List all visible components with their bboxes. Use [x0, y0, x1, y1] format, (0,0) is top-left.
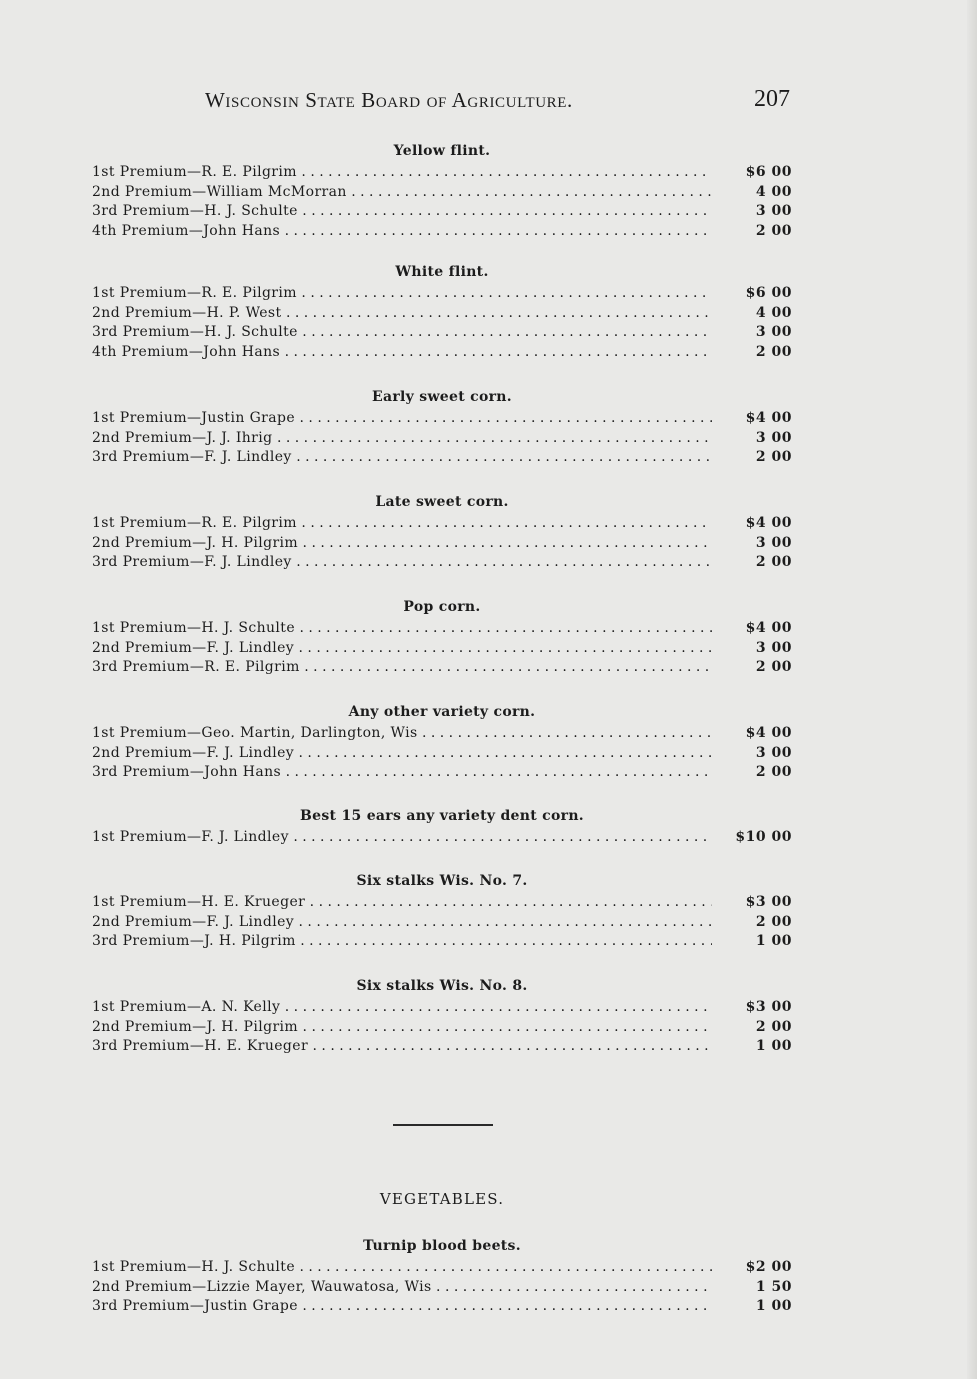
premium-amount: $3 00 — [745, 894, 792, 910]
premium-row — [92, 1037, 792, 1057]
premium-entry: 2nd Premium—F. J. Lindley . . . — [92, 913, 712, 933]
premium-entry: 3rd Premium—John Hans . . . — [92, 763, 712, 783]
premium-row — [92, 639, 792, 659]
premium-entry: 3rd Premium—F. J. Lindley . . . — [92, 553, 712, 573]
premium-row — [92, 183, 792, 203]
premium-row — [92, 724, 792, 744]
premium-entry: 2nd Premium—J. J. Ihrig . . . — [92, 429, 712, 449]
premium-entry: 1st Premium—Geo. Martin, Darlington, Wis . . . — [92, 724, 712, 744]
premium-entry: 2nd Premium—F. J. Lindley . . . — [92, 639, 712, 659]
premium-row — [92, 658, 792, 678]
premium-entry: 3rd Premium—H. J. Schulte . . . — [92, 202, 712, 222]
premium-amount: 3 00 — [755, 429, 792, 446]
premium-row — [92, 1018, 792, 1038]
section-title: Late sweet corn. — [375, 494, 509, 510]
page-number: 207 — [754, 86, 790, 112]
premium-amount: 2 00 — [755, 1018, 792, 1035]
premium-amount: 1 50 — [755, 1278, 792, 1295]
premium-entry: 2nd Premium—H. P. West . . . — [92, 304, 712, 324]
running-head — [205, 86, 790, 116]
premium-entry: 4th Premium—John Hans . . . — [92, 343, 712, 363]
premium-row — [92, 619, 792, 639]
premium-entry: 3rd Premium—Justin Grape . . . — [92, 1297, 712, 1317]
premium-amount: $6 00 — [745, 164, 792, 180]
premium-section-turnip-blood-beets — [92, 1237, 792, 1317]
premium-amount: $4 00 — [745, 620, 792, 636]
premium-entry: 2nd Premium—F. J. Lindley . . . — [92, 744, 712, 764]
premium-row — [92, 932, 792, 952]
premium-row — [92, 202, 792, 222]
premium-section-pop-corn — [92, 598, 792, 678]
premium-section-six-stalks-no-7 — [92, 872, 792, 952]
premium-row — [92, 1278, 792, 1298]
premium-entry: 1st Premium—R. E. Pilgrim . . . — [92, 284, 712, 304]
premium-entry: 1st Premium—A. N. Kelly . . . — [92, 998, 712, 1018]
premium-amount: 3 00 — [755, 203, 792, 220]
section-title: Best 15 ears any variety dent corn. — [300, 808, 584, 824]
premium-amount: $3 00 — [745, 999, 792, 1015]
premium-entry: 2nd Premium—J. H. Pilgrim . . . — [92, 1018, 712, 1038]
section-title: Six stalks Wis. No. 8. — [356, 978, 528, 994]
premium-amount: 2 00 — [755, 659, 792, 676]
premium-amount: 2 00 — [755, 554, 792, 571]
premium-row — [92, 998, 792, 1018]
premium-row — [92, 1258, 792, 1278]
premium-amount: $4 00 — [745, 725, 792, 741]
premium-row — [92, 323, 792, 343]
premium-entry: 1st Premium—H. E. Krueger . . . — [92, 893, 712, 913]
premium-row — [92, 553, 792, 573]
premium-row — [92, 514, 792, 534]
running-title: Wisconsin State Board of Agriculture. — [205, 88, 573, 112]
premium-amount: 2 00 — [755, 913, 792, 930]
premium-row — [92, 1297, 792, 1317]
section-title: Yellow flint. — [393, 143, 491, 159]
premium-section-white-flint — [92, 263, 792, 362]
premium-entry: 3rd Premium—R. E. Pilgrim . . . — [92, 658, 712, 678]
premium-section-best-15-ears — [92, 807, 792, 848]
premium-entry: 2nd Premium—J. H. Pilgrim . . . — [92, 534, 712, 554]
premium-row — [92, 534, 792, 554]
premium-amount: 3 00 — [755, 744, 792, 761]
section-title: Early sweet corn. — [372, 389, 512, 405]
premium-amount: $2 00 — [745, 1259, 792, 1275]
premium-entry: 3rd Premium—H. E. Krueger . . . — [92, 1037, 712, 1057]
section-title: Six stalks Wis. No. 7. — [356, 873, 528, 889]
section-title: Turnip blood beets. — [363, 1238, 521, 1254]
premium-amount: 2 00 — [755, 764, 792, 781]
premium-amount: 1 00 — [755, 933, 792, 950]
premium-amount: 1 00 — [755, 1298, 792, 1315]
premium-row — [92, 744, 792, 764]
premium-row — [92, 448, 792, 468]
premium-amount: $6 00 — [745, 285, 792, 301]
premium-entry: 1st Premium—H. J. Schulte . . . — [92, 619, 712, 639]
vegetables-heading: VEGETABLES. — [379, 1190, 505, 1208]
premium-row — [92, 913, 792, 933]
premium-row — [92, 828, 792, 848]
premium-amount: 2 00 — [755, 222, 792, 239]
premium-entry: 3rd Premium—H. J. Schulte . . . — [92, 323, 712, 343]
premium-section-six-stalks-no-8 — [92, 977, 792, 1057]
premium-row — [92, 343, 792, 363]
premium-row — [92, 163, 792, 183]
section-title: Pop corn. — [403, 599, 481, 615]
premium-amount: 4 00 — [755, 183, 792, 200]
page-edge-shadow — [967, 0, 977, 1379]
premium-entry: 1st Premium—Justin Grape . . . — [92, 409, 712, 429]
premium-row — [92, 763, 792, 783]
premium-amount: 1 00 — [755, 1038, 792, 1055]
premium-amount: $10 00 — [735, 829, 792, 845]
premium-amount: 2 00 — [755, 449, 792, 466]
premium-amount: $4 00 — [745, 515, 792, 531]
premium-row — [92, 222, 792, 242]
premium-entry: 2nd Premium—William McMorran . . . — [92, 183, 712, 203]
premium-entry: 4th Premium—John Hans . . . — [92, 222, 712, 242]
premium-section-early-sweet-corn — [92, 388, 792, 468]
premium-row — [92, 409, 792, 429]
premium-entry: 2nd Premium—Lizzie Mayer, Wauwatosa, Wis . . . — [92, 1278, 712, 1298]
premium-row — [92, 893, 792, 913]
premium-entry: 1st Premium—H. J. Schulte . . . — [92, 1258, 712, 1278]
premium-section-any-other-variety-corn — [92, 703, 792, 783]
premium-row — [92, 429, 792, 449]
premium-section-late-sweet-corn — [92, 493, 792, 573]
premium-amount: 2 00 — [755, 343, 792, 360]
premium-entry: 1st Premium—R. E. Pilgrim . . . — [92, 514, 712, 534]
section-title: Any other variety corn. — [348, 704, 536, 720]
section-title: White flint. — [395, 264, 489, 280]
premium-amount: 3 00 — [755, 534, 792, 551]
premium-amount: 3 00 — [755, 324, 792, 341]
premium-amount: $4 00 — [745, 410, 792, 426]
premium-amount: 3 00 — [755, 639, 792, 656]
premium-amount: 4 00 — [755, 304, 792, 321]
premium-entry: 1st Premium—F. J. Lindley . . . — [92, 828, 712, 848]
section-divider-rule — [393, 1124, 493, 1126]
premium-row — [92, 284, 792, 304]
premium-row — [92, 304, 792, 324]
premium-entry: 1st Premium—R. E. Pilgrim . . . — [92, 163, 712, 183]
premium-section-yellow-flint — [92, 142, 792, 241]
premium-entry: 3rd Premium—J. H. Pilgrim . . . — [92, 932, 712, 952]
premium-entry: 3rd Premium—F. J. Lindley . . . — [92, 448, 712, 468]
